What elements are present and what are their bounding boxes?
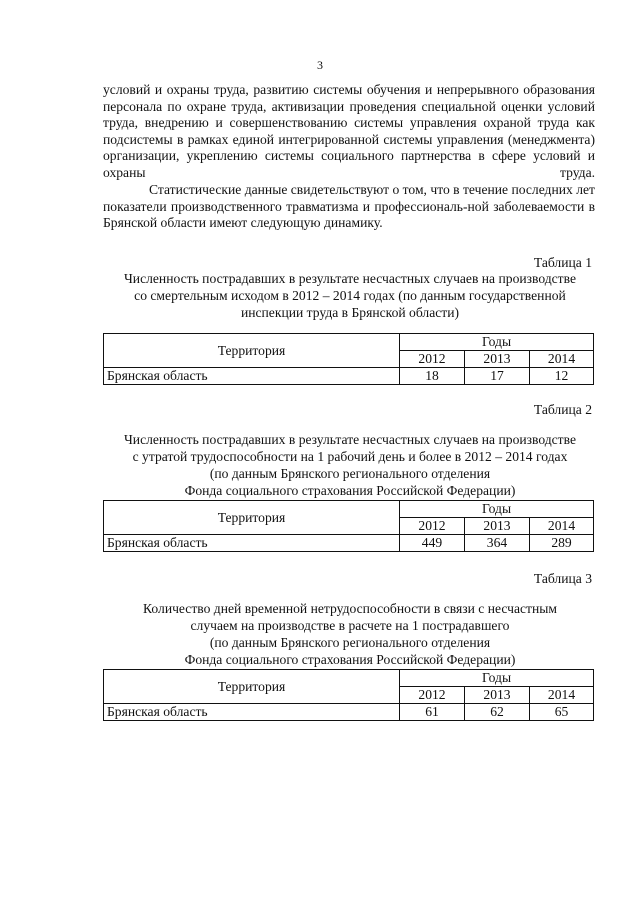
table-3-title-line: Фонда социального страхования Российской Федерации) [184, 652, 516, 667]
value-2012: 61 [400, 704, 465, 721]
table-3 [103, 669, 594, 721]
territory-header: Территория [104, 670, 400, 704]
table-1-title [90, 270, 610, 321]
year-2013-header: 2013 [465, 518, 530, 535]
year-2014-header: 2014 [530, 687, 594, 704]
table-3-title-line: Количество дней временной нетрудоспособности в связи с несчастным [143, 601, 557, 616]
year-2012-header: 2012 [400, 687, 465, 704]
intro-paragraph-1: условий и охраны труда, развитию системы обучения и непрерывного образования персонала по охране труда, активизации проведения специальной оценки условий труда, внедрению и совершенствованию системы управления охраной труда как подсистемы в рамках единой интегрированной системы управления (менеджмента) организации, укреплению системы социального партнерства в сфере условий и охраны труда. [103, 82, 595, 180]
year-2012-header: 2012 [400, 351, 465, 368]
table-3-number: Таблица 3 [533, 571, 592, 586]
table-2-title [90, 431, 610, 499]
territory-header: Территория [104, 501, 400, 535]
value-2014: 65 [530, 704, 594, 721]
intro-text [103, 82, 595, 232]
year-2014-header: 2014 [530, 351, 594, 368]
table-1-title-line: инспекции труда в Брянской области) [240, 305, 460, 320]
table-1-title-line: Численность пострадавших в результате несчастных случаев на производстве [123, 271, 577, 286]
years-header: Годы [400, 334, 594, 351]
table-1-number: Таблица 1 [533, 255, 592, 270]
table-2 [103, 500, 594, 552]
table-2-title-line: с утратой трудоспособности на 1 рабочий день и более в 2012 – 2014 годах [132, 449, 568, 464]
page-number: 3 [317, 58, 323, 72]
row-label: Брянская область [104, 535, 400, 552]
table-2-title-line: Численность пострадавших в результате несчастных случаев на производстве [123, 432, 577, 447]
value-2013: 17 [465, 368, 530, 385]
row-label: Брянская область [104, 368, 400, 385]
table-2-title-line: (по данным Брянского регионального отделения [209, 466, 491, 481]
table-2-number: Таблица 2 [533, 402, 592, 417]
year-2014-header: 2014 [530, 518, 594, 535]
table-3-title-line: (по данным Брянского регионального отделения [209, 635, 491, 650]
value-2014: 289 [530, 535, 594, 552]
value-2013: 62 [465, 704, 530, 721]
table-row [104, 535, 594, 552]
table-1-title-line: со смертельным исходом в 2012 – 2014 годах (по данным государственной [134, 288, 566, 303]
territory-header: Территория [104, 334, 400, 368]
year-2012-header: 2012 [400, 518, 465, 535]
table-3-title-line: случаем на производстве в расчете на 1 пострадавшего [190, 618, 510, 633]
table-2-title-line: Фонда социального страхования Российской Федерации) [184, 483, 516, 498]
table-row [104, 368, 594, 385]
value-2014: 12 [530, 368, 594, 385]
table-row [104, 704, 594, 721]
years-header: Годы [400, 501, 594, 518]
table-1 [103, 333, 594, 385]
years-header: Годы [400, 670, 594, 687]
value-2012: 18 [400, 368, 465, 385]
intro-paragraph-2: Статистические данные свидетельствуют о том, что в течение последних лет показатели производственного травматизма и профессиональ-ной заболеваемости в Брянской области имеют следующую динамику. [103, 182, 595, 230]
year-2013-header: 2013 [465, 351, 530, 368]
table-3-title [90, 600, 610, 668]
row-label: Брянская область [104, 704, 400, 721]
value-2012: 449 [400, 535, 465, 552]
value-2013: 364 [465, 535, 530, 552]
year-2013-header: 2013 [465, 687, 530, 704]
